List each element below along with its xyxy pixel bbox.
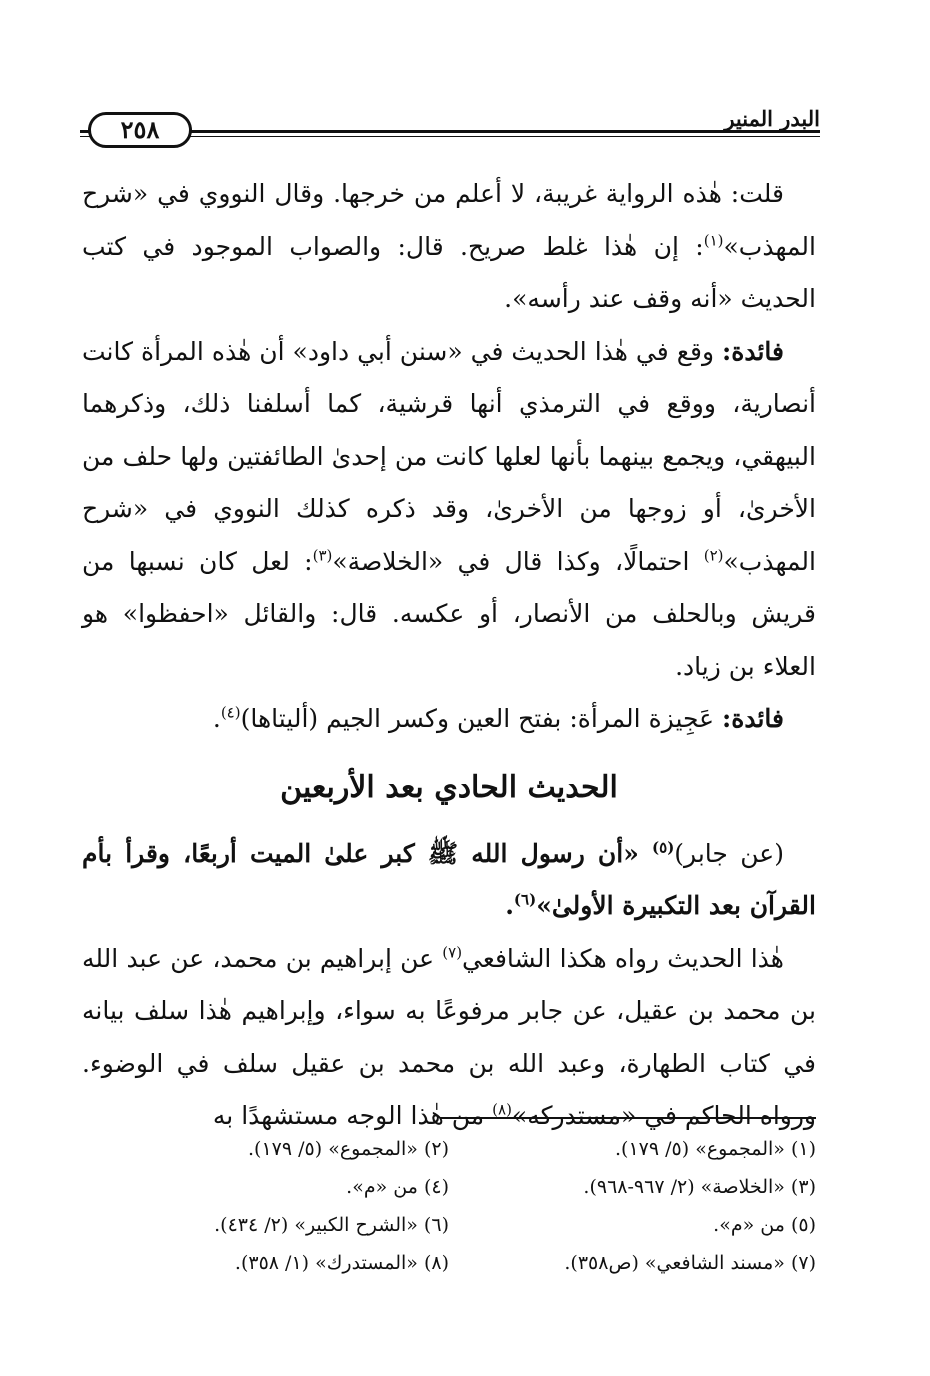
footnote-ref-2: (٢): [703, 546, 724, 565]
hadith-heading: الحديث الحادي بعد الأربعين: [280, 769, 618, 805]
text-span: (عن جابر): [674, 838, 784, 868]
footnote-1: (١) «المجموع» (٥/ ١٧٩).: [615, 1138, 816, 1160]
faida-label: فائدة:: [722, 704, 784, 733]
text-span: من هٰذا الوجه مستشهدًا به: [212, 1101, 493, 1130]
footnote-3: (٣) «الخلاصة» (٢/ ٩٦٧-٩٦٨).: [583, 1176, 816, 1198]
hadith-text: [82, 828, 816, 933]
paragraph-5: [82, 933, 816, 1143]
footnote-7: (٧) «مسند الشافعي» (ص٣٥٨).: [564, 1252, 816, 1274]
footnote-ref-8: (٨): [492, 1100, 512, 1119]
text-span: عَجِيزة المرأة: بفتح العين وكسر الجيم (أليتاها): [240, 704, 723, 733]
text-span: .: [505, 891, 514, 920]
header-rule-thin: [80, 136, 820, 137]
text-span: عن إبراهيم بن محمد، عن عبد الله بن محمد بن عقيل، عن جابر مرفوعًا به سواء، وإبراهيم هٰذا سلف بيانه في كتاب الطهارة، وعبد الله بن محمد بن عقيل سلف في الوضوء. ورواه الحاكم في «مستدركه»: [82, 943, 816, 1130]
text-span: : لعل كان نسبها من قريش وبالحلف من الأنصار، أو عكسه. قال: والقائل «احفظوا» هو العلاء بن زياد.: [82, 546, 816, 681]
footnote-2: (٢) «المجموع» (٥/ ١٧٩).: [248, 1138, 449, 1160]
page-header: [80, 100, 820, 155]
text-span: وقع في هٰذا الحديث في «سنن أبي داود» أن هٰذه المرأة كانت أنصارية، ووقع في الترمذي أنها قرشية، كما أسلفنا ذلك، وذكرهما البيهقي، ويجمع بينهما بأنها لعلها كانت من إحدىٰ الطائفتين ولها حلف من الأخرىٰ، أو زوجها من الأخرىٰ، وقد ذكره كذلك النووي في «شرح المهذب»: [82, 336, 816, 576]
text-span: .: [212, 704, 221, 733]
paragraph-1: [82, 168, 816, 326]
page-number: ٢٥٨: [88, 112, 192, 148]
footnote-ref-5: (٥): [652, 838, 675, 857]
footnote-ref-4: (٤): [220, 703, 241, 722]
footnote-ref-3: (٣): [312, 546, 333, 565]
text-span: هٰذا الحديث رواه هكذا الشافعي: [462, 943, 784, 973]
footnote-4: (٤) من «م».: [346, 1176, 449, 1198]
paragraph-2: [82, 326, 816, 694]
footnotes: [82, 1132, 816, 1280]
footnote-8: (٨) «المستدرك» (١/ ٣٥٨).: [234, 1252, 449, 1274]
footnote-divider: [440, 1117, 816, 1119]
footnote-6: (٦) «الشرح الكبير» (٢/ ٤٣٤).: [214, 1214, 449, 1236]
footnote-ref-6: (٦): [513, 890, 537, 909]
book-title: البدر المنير: [724, 106, 820, 131]
footnote-ref-1: (١): [703, 231, 724, 250]
main-text: [82, 168, 816, 1143]
text-span: : إن هٰذا غلط صريح. قال: والصواب الموجود في كتب الحديث «أنه وقف عند رأسه».: [82, 231, 816, 313]
text-span: احتمالًا، وكذا قال في «الخلاصة»: [332, 546, 704, 576]
text-span: «أن رسول الله ﷺ كبر علىٰ الميت أربعًا، وقرأ بأم القرآن بعد التكبيرة الأولىٰ»: [82, 838, 816, 920]
faida-label: فائدة:: [722, 336, 784, 366]
paragraph-3: [82, 693, 816, 746]
footnote-5: (٥) من «م».: [713, 1214, 816, 1236]
text-span: قلت: هٰذه الرواية غريبة، لا أعلم من خرجها. وقال النووي في «شرح المهذب»: [82, 179, 816, 261]
footnote-ref-7: (٧): [442, 943, 463, 962]
